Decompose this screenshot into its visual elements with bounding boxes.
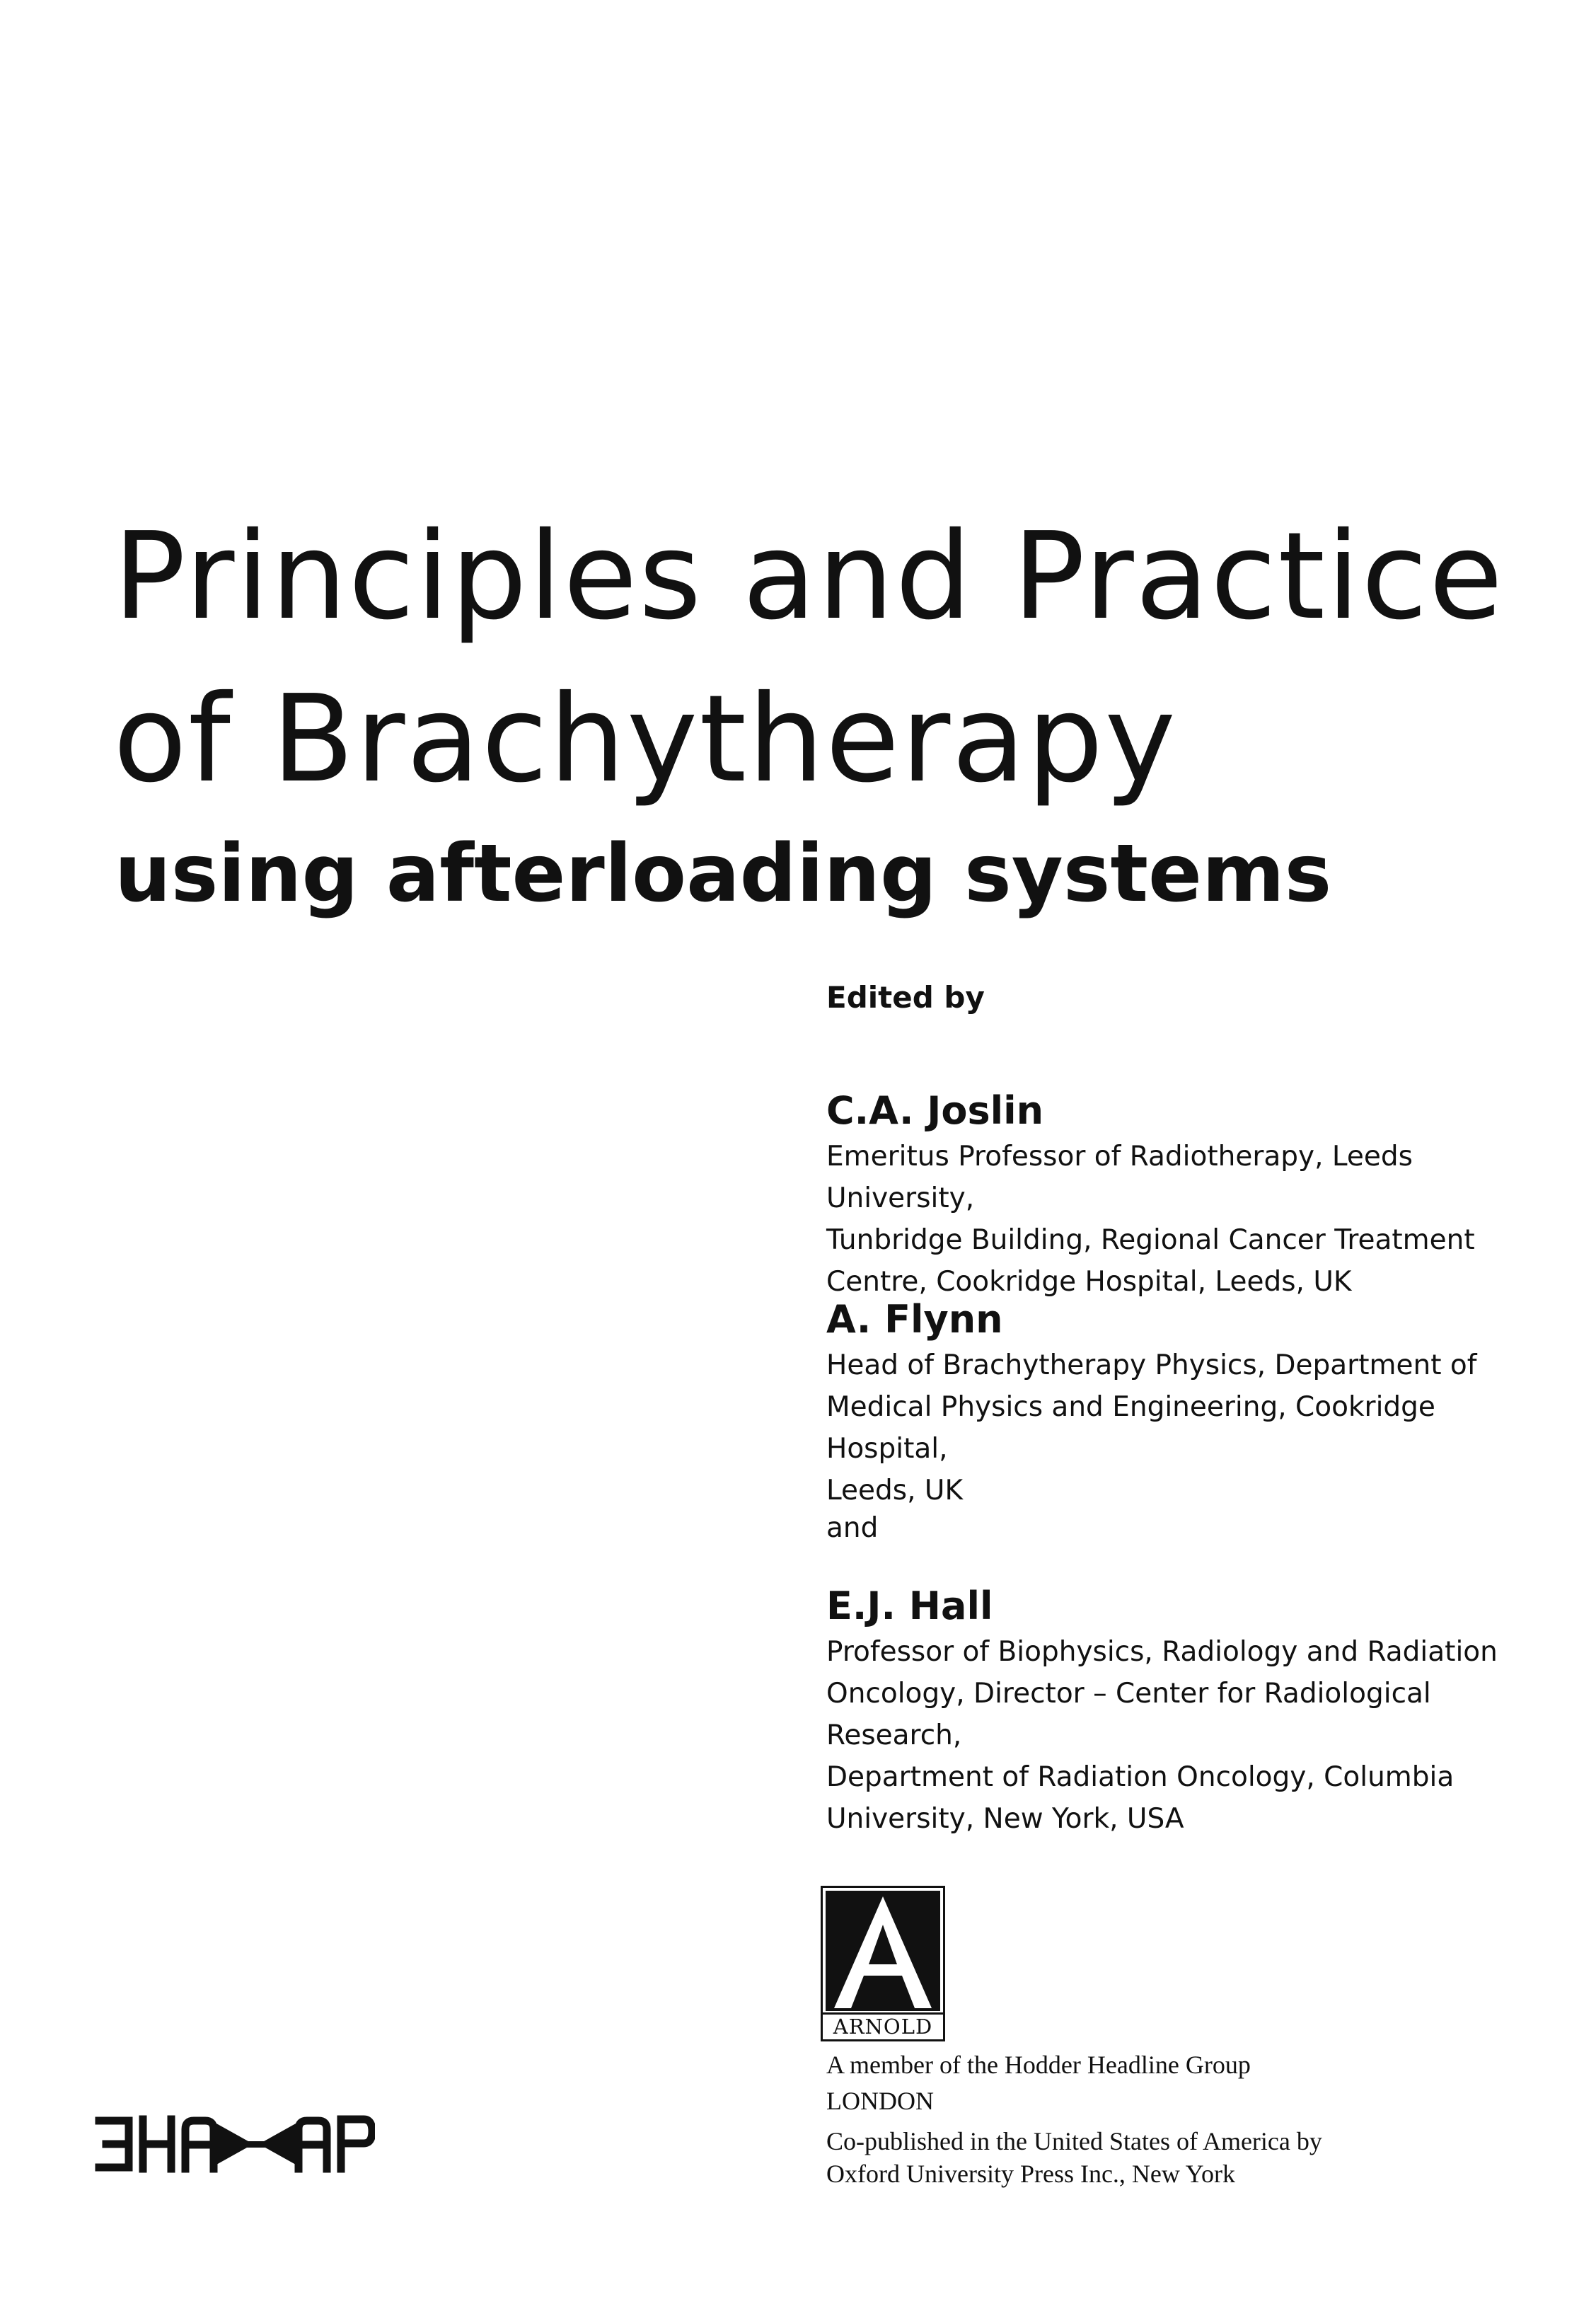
book-subtitle: using afterloading systems [115, 828, 1332, 920]
editor-affiliation-line: University, New York, USA [826, 1803, 1184, 1835]
book-title-line-1: Principles and Practice [113, 507, 1505, 647]
editor-affiliation-line: Centre, Cookridge Hospital, Leeds, UK [826, 1266, 1352, 1298]
edited-by-label: Edited by [826, 980, 985, 1015]
arnold-a-glyph-icon [826, 1891, 940, 2011]
editor-block-hall [826, 1582, 1562, 1840]
copublished-note [826, 2125, 1562, 2190]
arnold-a-mark-icon [826, 1891, 940, 2011]
editor-block-flynn [826, 1295, 1562, 1511]
editor-name: E.J. Hall [826, 1584, 993, 1628]
editor-name: C.A. Joslin [826, 1088, 1044, 1133]
editor-affiliation-line: Tunbridge Building, Regional Cancer Treatment [826, 1224, 1475, 1256]
publisher-city: LONDON [826, 2087, 934, 2115]
editor-block-joslin [826, 1086, 1562, 1303]
copublished-line: Co-published in the United States of America by [826, 2127, 1322, 2155]
book-title [113, 495, 1504, 821]
arnold-logo-text: ARNOLD [823, 2012, 943, 2039]
editor-affiliation-line: Oncology, Director – Center for Radiological Research, [826, 1678, 1431, 1751]
editor-affiliation-line: Emeritus Professor of Radiotherapy, Leeds University, [826, 1141, 1413, 1214]
arnold-logo [821, 1886, 945, 2041]
editor-affiliation-line: Leeds, UK [826, 1475, 964, 1506]
publisher-member-line: A member of the Hodder Headline Group [826, 2051, 1251, 2079]
editor-affiliation-line: Department of Radiation Oncology, Columbia [826, 1761, 1455, 1793]
editor-affiliation-line: Professor of Biophysics, Radiology and Radiation [826, 1636, 1498, 1668]
library-stamp-logo [92, 2112, 375, 2176]
book-title-line-2: of Brachytherapy [113, 669, 1177, 810]
editor-affiliation-line: Head of Brachytherapy Physics, Department of [826, 1349, 1477, 1381]
copublished-line: Oxford University Press Inc., New York [826, 2160, 1235, 2188]
and-label: and [826, 1512, 879, 1544]
editor-name: A. Flynn [826, 1297, 1003, 1342]
editor-affiliation-line: Medical Physics and Engineering, Cookridge Hospital, [826, 1391, 1435, 1465]
